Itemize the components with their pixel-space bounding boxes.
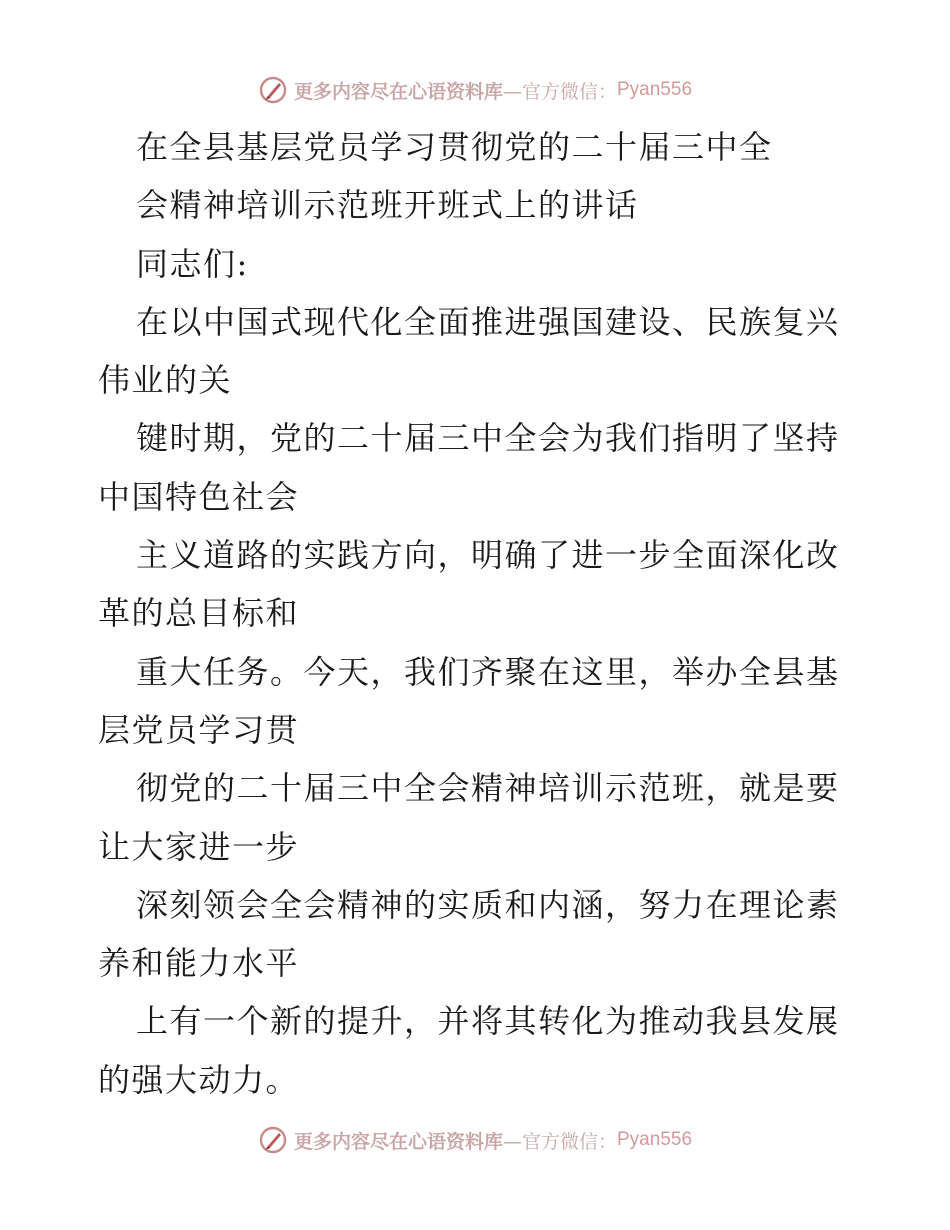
doc-line: 深刻领会全会精神的实质和内涵，努力在理论素 xyxy=(136,885,840,924)
doc-line: 重大任务。今天，我们齐聚在这里，举办全县基 xyxy=(136,652,840,691)
watermark-id-text: Pyan556 xyxy=(617,1129,693,1150)
doc-line: 上有一个新的提升，并将其转化为推动我县发展 xyxy=(136,1002,840,1041)
doc-line: 的强大动力。 xyxy=(98,1060,300,1099)
doc-line: 养和能力水平 xyxy=(98,944,300,983)
pen-logo-icon xyxy=(258,1125,288,1155)
watermark-id-text: Pyan556 xyxy=(617,79,693,100)
doc-line: 伟业的关 xyxy=(98,361,233,400)
doc-line: 在以中国式现代化全面推进强国建设、民族复兴 xyxy=(136,302,840,341)
doc-line: 层党员学习贯 xyxy=(98,710,300,749)
doc-line: 彻党的二十届三中全会精神培训示范班，就是要 xyxy=(136,769,840,808)
doc-line: 在全县基层党员学习贯彻党的二十届三中全 xyxy=(136,128,773,166)
doc-line: 会精神培训示范班开班式上的讲话 xyxy=(136,186,639,225)
watermark-separator-text: —官方微信： xyxy=(502,80,617,103)
doc-line: 中国特色社会 xyxy=(98,477,300,516)
doc-line: 革的总目标和 xyxy=(98,594,300,633)
header-watermark xyxy=(0,70,950,110)
footer-watermark xyxy=(0,1120,950,1160)
watermark-separator-text: —官方微信： xyxy=(502,1130,617,1153)
document-body xyxy=(98,118,868,1109)
doc-line: 同志们: xyxy=(136,244,249,283)
doc-line: 键时期，党的二十届三中全会为我们指明了坚持 xyxy=(136,419,840,458)
watermark-site-text: 更多内容尽在心语资料库 xyxy=(293,80,503,103)
doc-line: 主义道路的实践方向，明确了进一步全面深化改 xyxy=(136,536,840,575)
pen-logo-icon xyxy=(258,75,288,105)
watermark-site-text: 更多内容尽在心语资料库 xyxy=(293,1130,503,1153)
doc-line: 让大家进一步 xyxy=(98,827,300,866)
